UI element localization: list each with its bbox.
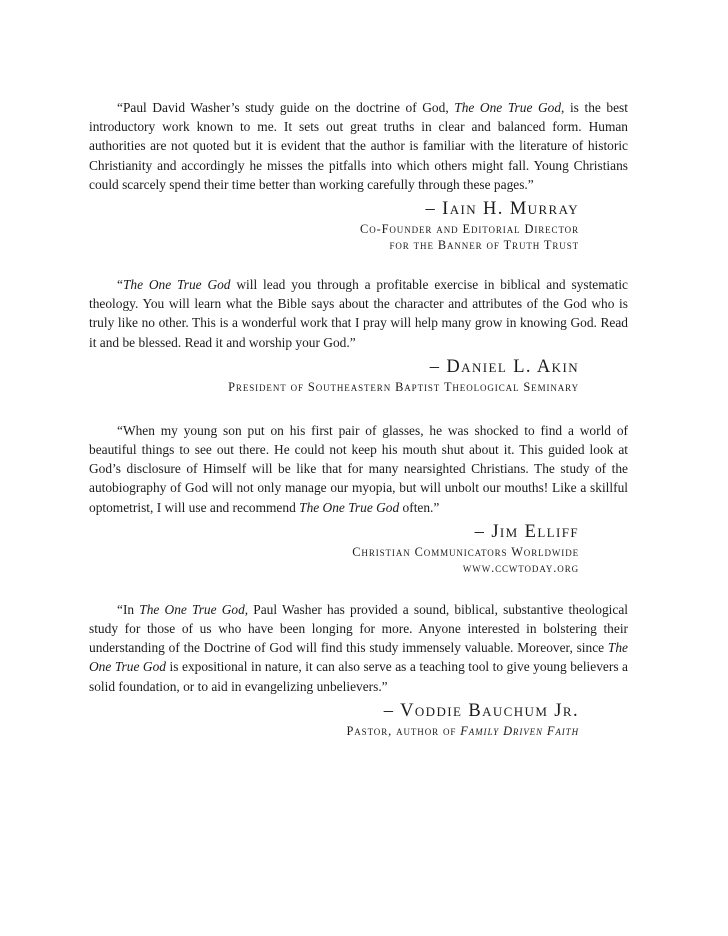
quote-segment: “Paul David Washer’s study guide on the doctrine of God, <box>117 100 455 115</box>
website-url: www.ccwtoday.org <box>462 560 579 575</box>
quote-text <box>89 275 628 352</box>
quote-text <box>89 421 628 517</box>
quote-segment: will lead you through a profitable exercise in biblical and systematic theology. You will learn what the Bible says about the character and attributes of the God who is truly like no other. This is a wonderful work that I pray will help many grow in knowing God. Read it and be blessed. Read it and worship your God.” <box>89 277 628 350</box>
quote-text <box>89 98 628 194</box>
author-role <box>89 544 579 576</box>
author-name: – Iain H. Murray <box>425 199 579 220</box>
quote-segment: , is the best introductory work known to me. It sets out great truths in clear and balanced form. Human authorities are not quoted but it is evident that the author is familiar with the literature of historic Christianity and accordingly he misses the pitfalls into which others might fall. Young Christians could scarcely spend their time better than working carefully through these pages.” <box>89 100 628 192</box>
testimonial-akin <box>89 275 628 395</box>
role-line: President of Southeastern Baptist Theological Seminary <box>228 379 579 394</box>
role-text: Pastor, author of <box>346 723 461 738</box>
author-role <box>89 723 579 739</box>
testimonial-elliff <box>89 421 628 576</box>
endorsements-page <box>89 98 628 761</box>
role-line: Christian Communicators Worldwide <box>352 544 579 559</box>
book-title: Family Driven Faith <box>460 723 579 738</box>
attribution <box>89 198 628 253</box>
attribution <box>89 700 628 739</box>
book-title: The One True God <box>454 100 562 115</box>
role-line: for the Banner of Truth Trust <box>389 238 579 253</box>
quote-segment: “ <box>117 277 123 293</box>
author-role <box>89 379 579 395</box>
role-line <box>89 723 579 739</box>
quote-segment: “When my young son put on his first pair of glasses, he was shocked to find a world of beautiful things to see out there. He could not keep his mouth shut about it. This guided look at God’s disclosure of Himself will be like that for many nearsighted Christians. The study of the autobiography of God will not only manage our myopia, but will unbolt our mouths! Like a skillful optometrist, I will use and recommend <box>89 422 628 515</box>
quote-text <box>89 600 628 696</box>
role-line: Co-Founder and Editorial Director <box>360 222 579 237</box>
quote-segment: is expositional in nature, it can also serve as a teaching tool to give young believers a solid foundation, or to aid in evangelizing unbelievers.” <box>89 659 629 694</box>
author-name: – Voddie Bauchum Jr. <box>383 700 579 721</box>
quote-segment: often.” <box>399 499 440 515</box>
author-name: – Daniel L. Akin <box>429 356 579 377</box>
author-name: – Jim Elliff <box>474 521 579 542</box>
book-title: The One True God <box>139 601 245 617</box>
quote-segment: “In <box>117 601 140 617</box>
book-title: The One True God <box>122 277 231 293</box>
author-role <box>89 221 579 253</box>
attribution <box>89 521 628 576</box>
book-title: The One True God <box>299 499 400 515</box>
book-title: The One True God <box>89 640 628 675</box>
attribution <box>89 356 628 395</box>
testimonial-bauchum <box>89 600 628 739</box>
testimonial-murray <box>89 98 628 253</box>
quote-segment: , Paul Washer has provided a sound, biblical, substantive theological study for those of us who have been longing for more. Anyone interested in bolstering their understanding of the Doctrine of God will find this study immensely valuable. Moreover, since <box>89 601 628 656</box>
